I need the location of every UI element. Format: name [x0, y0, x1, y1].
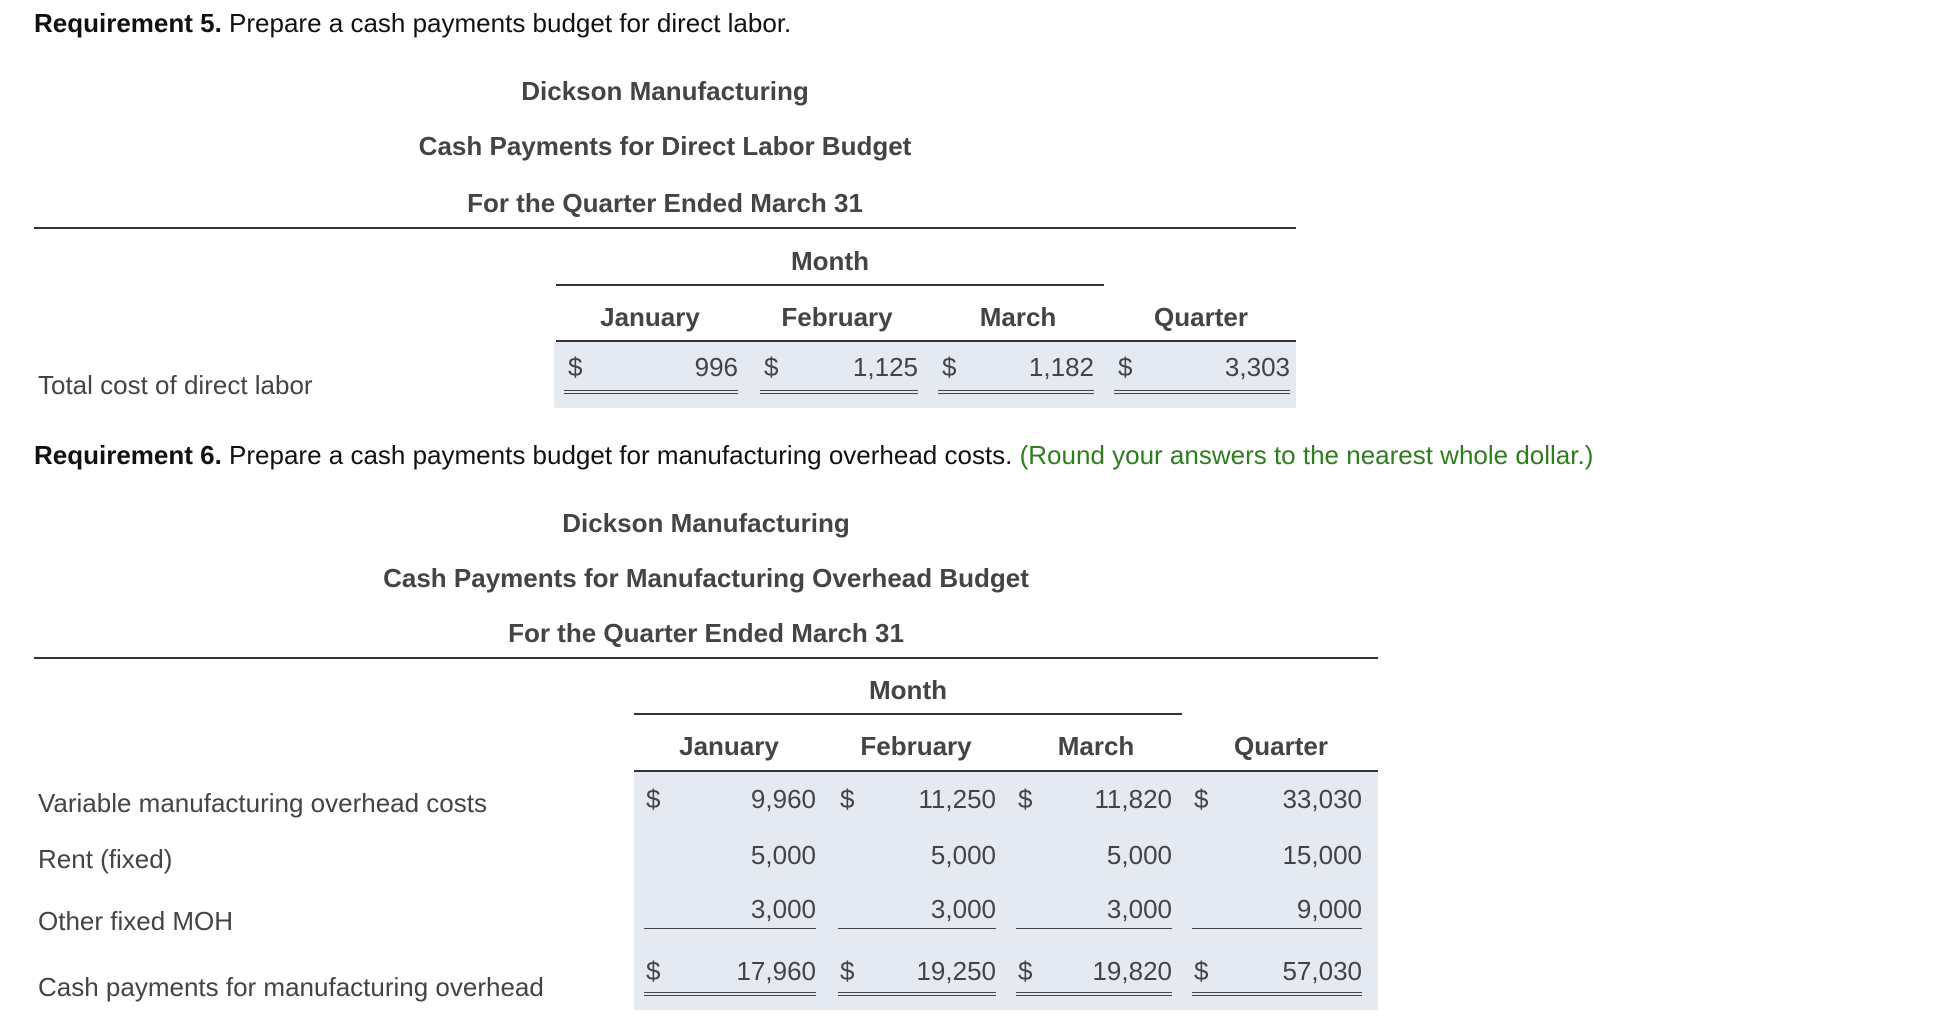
moh-value: 11,820: [1094, 784, 1172, 814]
moh-period: For the Quarter Ended March 31: [508, 618, 904, 648]
currency-symbol: $: [1118, 352, 1133, 382]
moh-row-label-variable: Variable manufacturing overhead costs: [38, 788, 487, 818]
currency-symbol: $: [1194, 956, 1209, 986]
currency-symbol: $: [1018, 784, 1033, 814]
moh-cell-total-january[interactable]: [644, 956, 816, 996]
labor-row-label: Total cost of direct labor: [38, 370, 313, 400]
requirement-6-text: Prepare a cash payments budget for manufacturing overhead costs.: [221, 440, 1020, 470]
currency-symbol: $: [840, 784, 855, 814]
moh-col-february: February: [860, 731, 972, 761]
moh-cell-rent-march[interactable]: 5,000: [1106, 840, 1172, 870]
moh-cell-other-march[interactable]: 3,000: [1016, 894, 1172, 929]
requirement-5-text: Prepare a cash payments budget for direct labor.: [221, 8, 792, 38]
currency-symbol: $: [1018, 956, 1033, 986]
moh-value: 19,820: [1092, 956, 1172, 986]
moh-cell-variable-february[interactable]: [838, 784, 996, 822]
moh-value: 33,030: [1282, 784, 1362, 814]
requirement-5-label: Requirement 5.: [34, 8, 222, 38]
moh-cell-other-february[interactable]: 3,000: [838, 894, 996, 929]
currency-symbol: $: [1194, 784, 1209, 814]
currency-symbol: $: [840, 956, 855, 986]
moh-cell-rent-february[interactable]: 5,000: [930, 840, 996, 870]
labor-value-february: 1,125: [852, 352, 918, 382]
currency-symbol: $: [646, 784, 661, 814]
moh-month-rule: [634, 713, 1182, 715]
moh-cell-other-quarter[interactable]: 9,000: [1192, 894, 1362, 929]
labor-month-header: Month: [791, 246, 869, 276]
moh-value: 9,960: [750, 784, 816, 814]
moh-cell-variable-january[interactable]: [644, 784, 816, 822]
moh-cell-total-quarter[interactable]: [1192, 956, 1362, 996]
moh-col-quarter: Quarter: [1234, 731, 1328, 761]
labor-period: For the Quarter Ended March 31: [467, 188, 863, 218]
labor-col-february: February: [781, 302, 893, 332]
moh-cell-variable-quarter[interactable]: [1192, 784, 1362, 822]
labor-col-january: January: [600, 302, 700, 332]
moh-title: Cash Payments for Manufacturing Overhead Budget: [383, 563, 1029, 593]
requirement-6-note: (Round your answers to the nearest whole dollar.): [1019, 440, 1594, 470]
labor-value-january: 996: [694, 352, 738, 382]
moh-value: 17,960: [736, 956, 816, 986]
moh-value: 57,030: [1282, 956, 1362, 986]
moh-month-header: Month: [869, 675, 947, 705]
moh-cell-rent-quarter[interactable]: 15,000: [1282, 840, 1362, 870]
labor-company: Dickson Manufacturing: [521, 76, 809, 106]
requirement-6-label: Requirement 6.: [34, 440, 222, 470]
labor-header-rule: [34, 227, 1296, 229]
moh-row-label-rent: Rent (fixed): [38, 844, 173, 874]
moh-row-label-total: Cash payments for manufacturing overhead: [38, 972, 544, 1002]
moh-cell-total-march[interactable]: [1016, 956, 1172, 996]
moh-cell-other-january[interactable]: 3,000: [644, 894, 816, 929]
moh-cell-rent-january[interactable]: 5,000: [750, 840, 816, 870]
labor-col-quarter: Quarter: [1154, 302, 1248, 332]
moh-cell-total-february[interactable]: [838, 956, 996, 996]
moh-cell-variable-march[interactable]: [1016, 784, 1172, 822]
requirement-6: [34, 440, 1593, 471]
currency-symbol: $: [764, 352, 779, 382]
currency-symbol: $: [646, 956, 661, 986]
moh-col-january: January: [679, 731, 779, 761]
moh-col-march: March: [1057, 731, 1135, 761]
moh-row-label-other-fixed: Other fixed MOH: [38, 906, 234, 936]
labor-cell-march[interactable]: [938, 352, 1094, 394]
currency-symbol: $: [568, 352, 583, 382]
labor-value-march: 1,182: [1028, 352, 1094, 382]
labor-month-rule: [556, 284, 1104, 286]
labor-cell-quarter[interactable]: [1114, 352, 1290, 394]
currency-symbol: $: [942, 352, 957, 382]
moh-value: 11,250: [918, 784, 996, 814]
labor-title: Cash Payments for Direct Labor Budget: [418, 131, 912, 161]
moh-header-rule: [34, 657, 1378, 659]
labor-cell-january[interactable]: [564, 352, 738, 394]
moh-value: 19,250: [916, 956, 996, 986]
labor-cell-february[interactable]: [760, 352, 918, 394]
labor-value-quarter: 3,303: [1224, 352, 1290, 382]
moh-company: Dickson Manufacturing: [562, 508, 850, 538]
requirement-5: [34, 8, 791, 39]
labor-col-march: March: [979, 302, 1057, 332]
